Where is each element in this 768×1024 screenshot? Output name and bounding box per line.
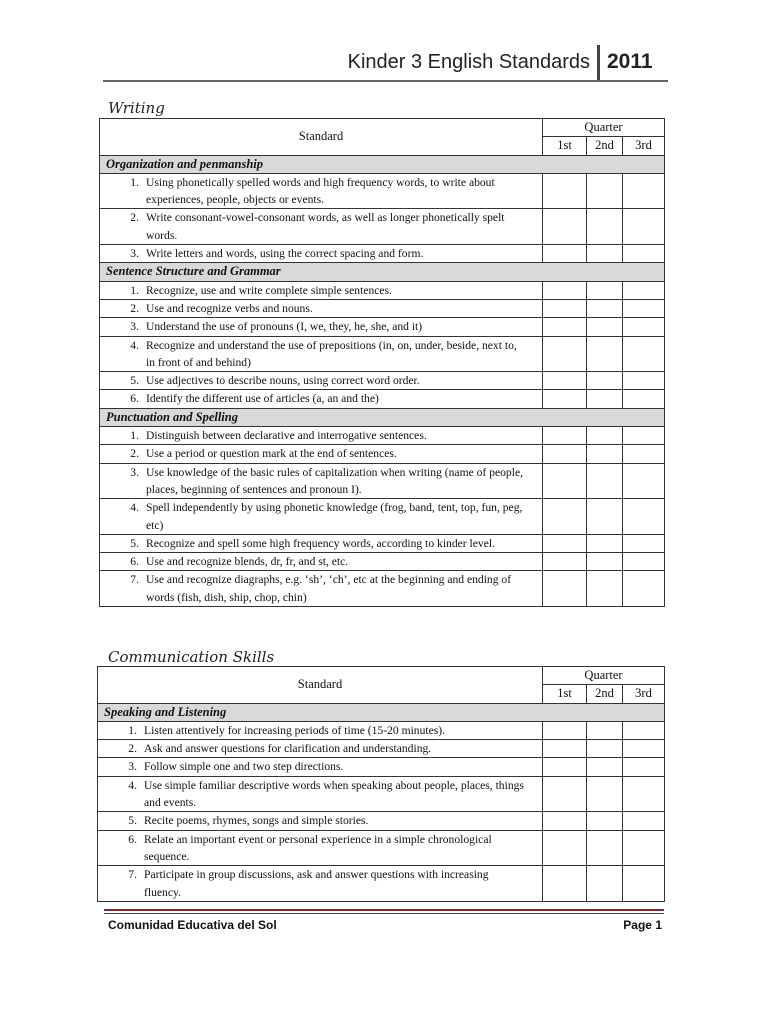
quarter-check-cell-1st <box>543 336 587 372</box>
document-title: Kinder 3 English Standards <box>347 51 590 73</box>
quarter-check-cell-3rd <box>623 499 665 535</box>
quarter-check-cell-2nd <box>587 499 623 535</box>
standard-number: 3. <box>130 465 139 479</box>
standard-number: 6. <box>130 555 139 569</box>
category-label: Organization and penmanship <box>100 155 665 173</box>
category-row <box>100 408 665 426</box>
quarter-check-cell-3rd <box>623 740 665 758</box>
standard-number: 6. <box>128 832 137 846</box>
standard-text: Use a period or question mark at the end of sentences. <box>146 447 397 461</box>
standard-number: 2. <box>130 447 139 461</box>
standard-cell <box>100 390 543 408</box>
quarter-check-cell-1st <box>543 390 587 408</box>
standard-cell <box>100 209 543 245</box>
category-row <box>98 703 665 721</box>
standard-cell <box>98 830 543 866</box>
standard-row <box>100 173 665 209</box>
standard-cell <box>100 245 543 263</box>
standard-row <box>98 830 665 866</box>
standard-number: 1. <box>130 175 139 189</box>
standard-number: 2. <box>130 211 139 225</box>
quarter-check-cell-3rd <box>623 534 665 552</box>
writing-heading: Writing <box>108 99 165 117</box>
standard-text: Recite poems, rhymes, songs and simple stories. <box>144 814 369 828</box>
standard-row <box>100 372 665 390</box>
quarter-check-cell-2nd <box>587 534 623 552</box>
standard-text: Use adjectives to describe nouns, using correct word order. <box>146 374 420 388</box>
standard-cell <box>100 571 543 607</box>
quarter-check-cell-1st <box>543 281 587 299</box>
standard-row <box>100 336 665 372</box>
page-number: Page 1 <box>623 918 662 932</box>
standard-text: Use simple familiar descriptive words when speaking about people, places, things and events. <box>144 778 524 810</box>
standard-number: 3. <box>128 760 137 774</box>
standard-row <box>98 721 665 739</box>
quarter-check-cell-1st <box>543 299 587 317</box>
standard-text: Distinguish between declarative and interrogative sentences. <box>146 429 427 443</box>
category-label: Punctuation and Spelling <box>100 408 665 426</box>
quarter-check-cell-3rd <box>623 245 665 263</box>
standard-cell <box>100 281 543 299</box>
standard-number: 3. <box>130 247 139 261</box>
quarter-q1-header: 1st <box>543 685 587 703</box>
communication-heading: Communication Skills <box>108 648 275 666</box>
quarter-check-cell-2nd <box>587 372 623 390</box>
quarter-q3-header: 3rd <box>623 137 665 155</box>
standard-row <box>100 390 665 408</box>
standard-number: 4. <box>130 501 139 515</box>
standard-cell <box>98 812 543 830</box>
footer-organization: Comunidad Educativa del Sol <box>108 918 277 932</box>
quarter-check-cell-3rd <box>623 758 665 776</box>
quarter-check-cell-2nd <box>587 390 623 408</box>
standard-row <box>100 534 665 552</box>
standard-text: Ask and answer questions for clarification and understanding. <box>144 742 432 756</box>
standard-cell <box>100 173 543 209</box>
quarter-column-header: Quarter <box>543 667 665 685</box>
quarter-check-cell-2nd <box>587 318 623 336</box>
standard-cell <box>100 499 543 535</box>
standard-cell <box>100 336 543 372</box>
quarter-column-header: Quarter <box>543 119 665 137</box>
quarter-check-cell-1st <box>543 721 587 739</box>
standard-row <box>100 427 665 445</box>
quarter-check-cell-2nd <box>587 173 623 209</box>
quarter-check-cell-1st <box>543 758 587 776</box>
quarter-check-cell-3rd <box>623 571 665 607</box>
standard-cell <box>98 776 543 812</box>
quarter-check-cell-3rd <box>623 299 665 317</box>
standard-column-header: Standard <box>100 119 543 156</box>
standard-cell <box>100 463 543 499</box>
quarter-check-cell-1st <box>543 553 587 571</box>
standard-row <box>100 553 665 571</box>
standard-cell <box>100 534 543 552</box>
standard-cell <box>100 427 543 445</box>
standard-text: Recognize and understand the use of prepositions (in, on, under, beside, next to, in front of and behind) <box>146 338 517 369</box>
standard-cell <box>100 553 543 571</box>
footer-rule-thin <box>104 913 664 914</box>
writing-standards-table <box>99 118 665 607</box>
standard-text: Listen attentively for increasing periods of time (15-20 minutes). <box>144 723 446 737</box>
header-rule <box>103 80 668 82</box>
standard-row <box>100 445 665 463</box>
quarter-q3-header: 3rd <box>623 685 665 703</box>
standard-text: Understand the use of pronouns (I, we, they, he, she, and it) <box>146 320 423 334</box>
quarter-check-cell-2nd <box>587 209 623 245</box>
quarter-check-cell-3rd <box>623 336 665 372</box>
quarter-check-cell-2nd <box>587 866 623 902</box>
standard-row <box>100 499 665 535</box>
quarter-check-cell-1st <box>543 740 587 758</box>
standard-text: Using phonetically spelled words and high frequency words, to write about experiences, people, objects or events. <box>146 175 495 207</box>
standard-text: Write letters and words, using the correct spacing and form. <box>146 247 424 261</box>
standard-row <box>98 740 665 758</box>
standard-text: Use and recognize diagraphs, e.g. ‘sh’, ‘ch’, etc at the beginning and ending of words (fish, dish, ship, chop, chin) <box>146 573 512 604</box>
quarter-check-cell-1st <box>543 866 587 902</box>
standard-text: Relate an important event or personal experience in a simple chronological sequence. <box>144 832 492 863</box>
standard-text: Recognize and spell some high frequency words, according to kinder level. <box>146 536 495 550</box>
quarter-check-cell-3rd <box>623 209 665 245</box>
quarter-check-cell-1st <box>543 463 587 499</box>
quarter-check-cell-2nd <box>587 281 623 299</box>
standard-number: 5. <box>130 536 139 550</box>
standard-number: 1. <box>128 723 137 737</box>
standard-text: Follow simple one and two step directions. <box>144 760 344 774</box>
quarter-check-cell-1st <box>543 776 587 812</box>
standard-text: Use knowledge of the basic rules of capitalization when writing (name of people, places, beginning of sentences and pronoun I). <box>146 465 523 496</box>
standard-text: Use and recognize verbs and nouns. <box>146 301 313 315</box>
quarter-check-cell-3rd <box>623 812 665 830</box>
quarter-check-cell-1st <box>543 499 587 535</box>
category-label: Speaking and Listening <box>98 703 665 721</box>
standard-cell <box>98 866 543 902</box>
quarter-check-cell-1st <box>543 372 587 390</box>
quarter-check-cell-1st <box>543 830 587 866</box>
quarter-check-cell-2nd <box>587 830 623 866</box>
quarter-check-cell-2nd <box>587 245 623 263</box>
quarter-check-cell-1st <box>543 445 587 463</box>
quarter-check-cell-1st <box>543 427 587 445</box>
quarter-check-cell-1st <box>543 209 587 245</box>
quarter-check-cell-2nd <box>587 758 623 776</box>
standard-number: 7. <box>130 573 139 587</box>
quarter-check-cell-2nd <box>587 299 623 317</box>
standard-text: Identify the different use of articles (a, an and the) <box>146 392 379 406</box>
standard-cell <box>100 299 543 317</box>
quarter-check-cell-1st <box>543 812 587 830</box>
quarter-check-cell-1st <box>543 318 587 336</box>
standard-column-header: Standard <box>98 667 543 704</box>
standard-cell <box>100 372 543 390</box>
quarter-check-cell-2nd <box>587 463 623 499</box>
standard-row <box>100 299 665 317</box>
standard-number: 2. <box>130 301 139 315</box>
category-row <box>100 155 665 173</box>
standard-number: 7. <box>128 868 137 882</box>
standard-row <box>100 463 665 499</box>
quarter-check-cell-3rd <box>623 830 665 866</box>
table-header-row <box>100 119 665 137</box>
category-row <box>100 263 665 281</box>
standard-row <box>98 776 665 812</box>
quarter-check-cell-2nd <box>587 571 623 607</box>
standard-row <box>100 245 665 263</box>
standard-cell <box>98 721 543 739</box>
standard-text: Recognize, use and write complete simple sentences. <box>146 283 392 297</box>
standard-row <box>98 866 665 902</box>
standard-text: Spell independently by using phonetic knowledge (frog, band, tent, top, fun, peg, etc) <box>146 501 523 532</box>
standard-row <box>98 812 665 830</box>
quarter-check-cell-3rd <box>623 390 665 408</box>
quarter-check-cell-1st <box>543 245 587 263</box>
standard-number: 5. <box>128 814 137 828</box>
standard-number: 4. <box>128 778 137 792</box>
quarter-check-cell-1st <box>543 173 587 209</box>
standard-cell <box>98 740 543 758</box>
standard-number: 4. <box>130 338 139 352</box>
quarter-check-cell-1st <box>543 571 587 607</box>
table-header-row <box>98 667 665 685</box>
quarter-check-cell-3rd <box>623 721 665 739</box>
quarter-check-cell-2nd <box>587 427 623 445</box>
communication-standards-table <box>97 666 665 902</box>
standard-row <box>100 209 665 245</box>
footer-rule <box>104 909 664 911</box>
quarter-q1-header: 1st <box>543 137 587 155</box>
standard-cell <box>100 445 543 463</box>
quarter-check-cell-3rd <box>623 372 665 390</box>
standard-text: Use and recognize blends, dr, fr, and st, etc. <box>146 555 349 569</box>
quarter-check-cell-1st <box>543 534 587 552</box>
standard-row <box>100 281 665 299</box>
header-separator <box>597 45 600 81</box>
standard-number: 1. <box>130 429 139 443</box>
quarter-check-cell-3rd <box>623 463 665 499</box>
standard-number: 3. <box>130 320 139 334</box>
quarter-check-cell-3rd <box>623 553 665 571</box>
standard-row <box>100 318 665 336</box>
quarter-check-cell-2nd <box>587 721 623 739</box>
standard-number: 6. <box>130 392 139 406</box>
quarter-q2-header: 2nd <box>587 685 623 703</box>
standard-number: 1. <box>130 283 139 297</box>
quarter-check-cell-2nd <box>587 812 623 830</box>
quarter-check-cell-3rd <box>623 445 665 463</box>
standard-number: 5. <box>130 374 139 388</box>
quarter-q2-header: 2nd <box>587 137 623 155</box>
quarter-check-cell-2nd <box>587 776 623 812</box>
quarter-check-cell-3rd <box>623 427 665 445</box>
standard-text: Write consonant-vowel-consonant words, as well as longer phonetically spelt words. <box>146 211 505 242</box>
quarter-check-cell-3rd <box>623 866 665 902</box>
quarter-check-cell-3rd <box>623 776 665 812</box>
quarter-check-cell-3rd <box>623 281 665 299</box>
document-year: 2011 <box>607 50 653 73</box>
standard-row <box>100 571 665 607</box>
quarter-check-cell-2nd <box>587 553 623 571</box>
quarter-check-cell-2nd <box>587 336 623 372</box>
standard-cell <box>98 758 543 776</box>
standard-cell <box>100 318 543 336</box>
quarter-check-cell-2nd <box>587 740 623 758</box>
quarter-check-cell-3rd <box>623 173 665 209</box>
quarter-check-cell-3rd <box>623 318 665 336</box>
category-label: Sentence Structure and Grammar <box>100 263 665 281</box>
quarter-check-cell-2nd <box>587 445 623 463</box>
standard-number: 2. <box>128 742 137 756</box>
standard-row <box>98 758 665 776</box>
standard-text: Participate in group discussions, ask and answer questions with increasing fluency. <box>144 868 489 899</box>
